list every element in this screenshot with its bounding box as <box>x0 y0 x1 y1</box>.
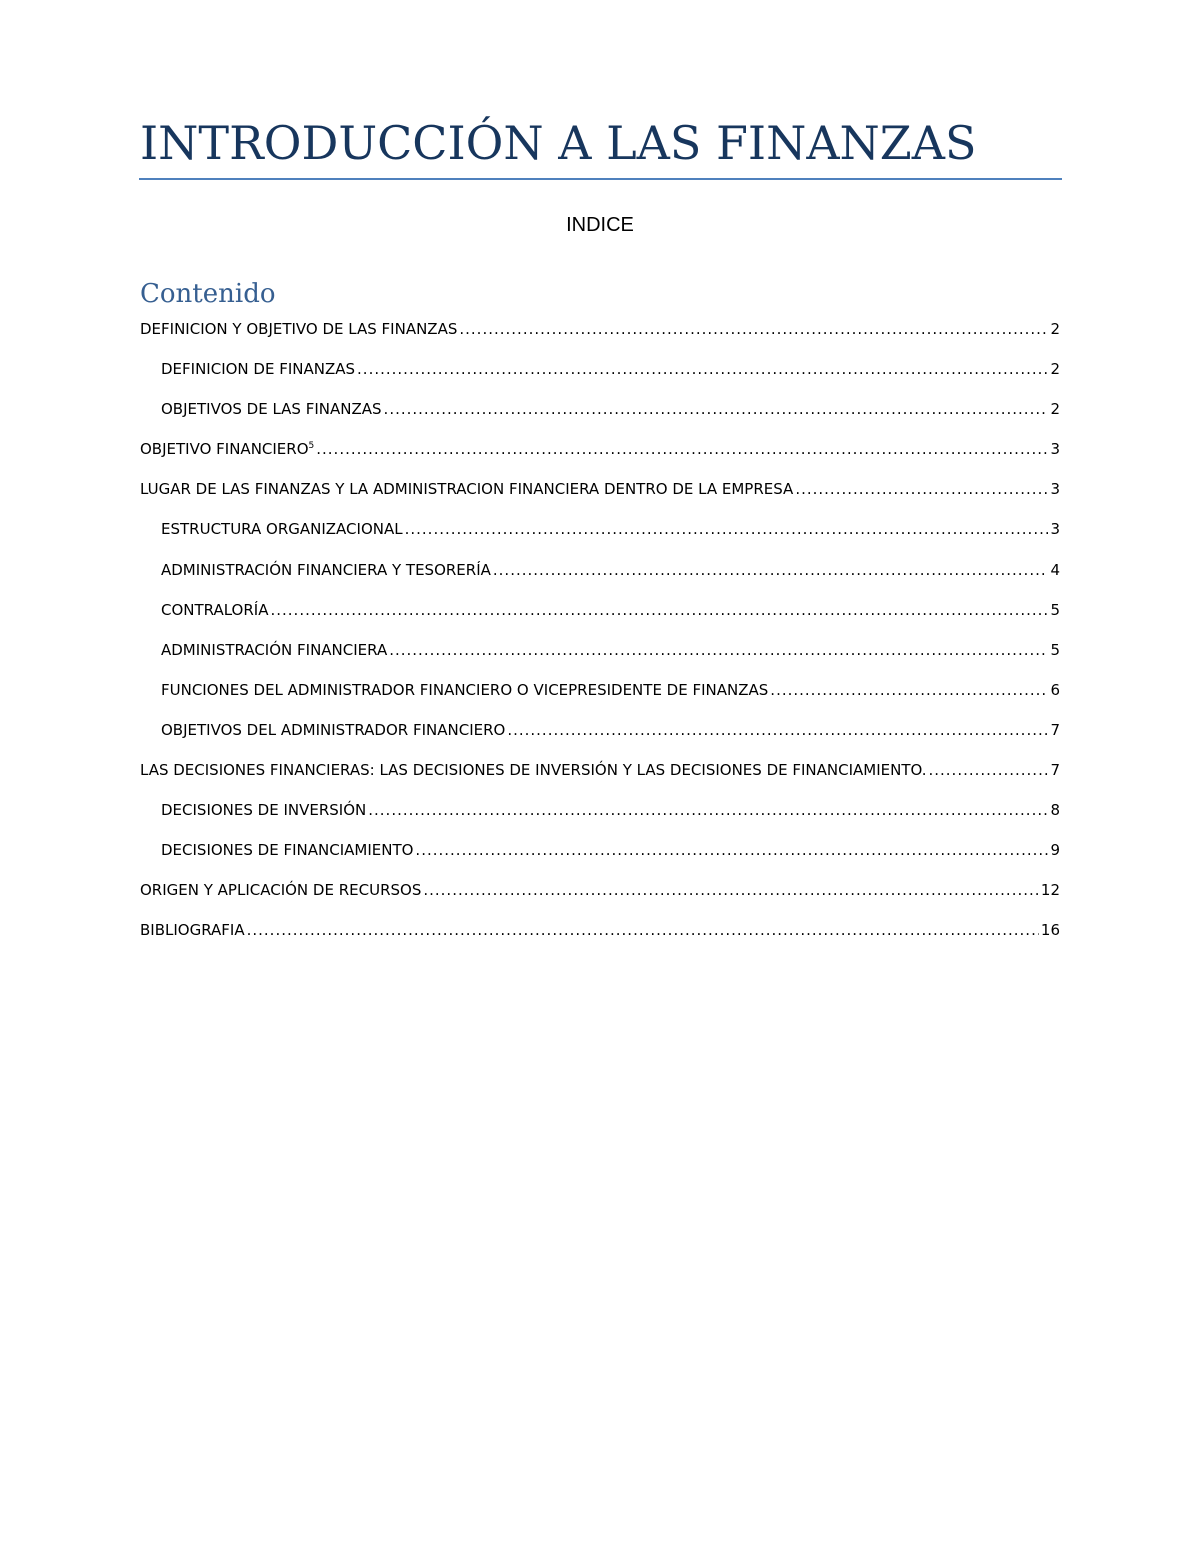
toc-entry-page-number: 2 <box>1050 360 1060 378</box>
toc-entry-label: ESTRUCTURA ORGANIZACIONAL <box>161 520 403 538</box>
title-underline <box>139 178 1062 180</box>
toc-dot-leader <box>247 919 1039 941</box>
toc-entry[interactable] <box>140 476 1060 500</box>
document-title: INTRODUCCIÓN A LAS FINANZAS <box>140 116 977 170</box>
toc-entry-label: ADMINISTRACIÓN FINANCIERA <box>161 641 388 659</box>
toc-entry-label: ADMINISTRACIÓN FINANCIERA Y TESORERÍA <box>161 561 491 579</box>
toc-entry-page-number: 9 <box>1050 841 1060 859</box>
toc-entry-page-number: 3 <box>1050 440 1060 458</box>
toc-dot-leader <box>384 398 1049 420</box>
toc-entry-page-number: 2 <box>1050 320 1060 338</box>
toc-entry-label: DECISIONES DE FINANCIAMIENTO <box>161 841 414 859</box>
toc-entry-label: BIBLIOGRAFIA <box>140 921 245 939</box>
toc-dot-leader <box>389 639 1048 661</box>
toc-entry[interactable] <box>161 597 1060 621</box>
toc-dot-leader <box>357 358 1048 380</box>
toc-entry[interactable] <box>140 436 1060 460</box>
toc-entry-label: DEFINICION DE FINANZAS <box>161 360 356 378</box>
toc-entry-label: LUGAR DE LAS FINANZAS Y LA ADMINISTRACION FINANCIERA DENTRO DE LA EMPRESA <box>140 480 794 498</box>
toc-entry[interactable] <box>161 637 1060 661</box>
toc-entry-page-number: 4 <box>1050 561 1060 579</box>
toc-entry-page-number: 3 <box>1050 480 1060 498</box>
toc-dot-leader <box>270 599 1048 621</box>
toc-dot-leader <box>368 799 1048 821</box>
toc-entry-page-number: 7 <box>1050 761 1060 779</box>
toc-dot-leader <box>493 559 1049 581</box>
toc-entry-label: ORIGEN Y APLICACIÓN DE RECURSOS <box>140 881 422 899</box>
toc-entry-label: DECISIONES DE INVERSIÓN <box>161 801 367 819</box>
toc-entry[interactable] <box>161 797 1060 821</box>
toc-entry-label: FUNCIONES DEL ADMINISTRADOR FINANCIERO O VICEPRESIDENTE DE FINANZAS <box>161 681 769 699</box>
toc-dot-leader <box>928 759 1048 781</box>
toc-entry-page-number: 12 <box>1040 881 1060 899</box>
index-heading: INDICE <box>566 214 634 236</box>
toc-entry-page-number: 7 <box>1050 721 1060 739</box>
toc-entry[interactable] <box>161 837 1060 861</box>
toc-dot-leader <box>415 839 1048 861</box>
toc-dot-leader <box>507 719 1048 741</box>
toc-entry[interactable] <box>140 316 1060 340</box>
toc-dot-leader <box>795 478 1048 500</box>
toc-dot-leader <box>459 318 1048 340</box>
toc-entry-page-number: 5 <box>1050 641 1060 659</box>
footnote-marker: 5 <box>308 441 315 451</box>
toc-entry-label: OBJETIVOS DEL ADMINISTRADOR FINANCIERO <box>161 721 506 739</box>
toc-dot-leader <box>770 679 1048 701</box>
toc-dot-leader <box>316 438 1048 460</box>
toc-entry-page-number: 2 <box>1050 400 1060 418</box>
toc-entry[interactable] <box>161 396 1060 420</box>
toc-heading: Contenido <box>140 279 276 309</box>
toc-entry-page-number: 8 <box>1050 801 1060 819</box>
toc-entry[interactable] <box>161 557 1060 581</box>
toc-entry-label: OBJETIVO FINANCIERO$^5$ <box>140 440 315 458</box>
toc-entry-page-number: 5 <box>1050 601 1060 619</box>
toc-entry[interactable] <box>140 757 1060 781</box>
toc-entry[interactable] <box>161 677 1060 701</box>
toc-entry[interactable] <box>140 877 1060 901</box>
toc-entry-label: LAS DECISIONES FINANCIERAS: LAS DECISIONES DE INVERSIÓN Y LAS DECISIONES DE FINANCIAMIENTO. <box>140 761 927 779</box>
toc-entry-label: DEFINICION Y OBJETIVO DE LAS FINANZAS <box>140 320 458 338</box>
toc-entry-page-number: 6 <box>1050 681 1060 699</box>
toc-entry[interactable] <box>161 516 1060 540</box>
toc-entry-label: CONTRALORÍA <box>161 601 269 619</box>
toc-dot-leader <box>423 879 1039 901</box>
toc-dot-leader <box>405 518 1049 540</box>
toc-entry-label: OBJETIVOS DE LAS FINANZAS <box>161 400 382 418</box>
toc-entry[interactable] <box>161 717 1060 741</box>
toc-entry[interactable] <box>161 356 1060 380</box>
toc-entry-page-number: 3 <box>1050 520 1060 538</box>
toc-entry-page-number: 16 <box>1040 921 1060 939</box>
toc-entry[interactable] <box>140 917 1060 941</box>
